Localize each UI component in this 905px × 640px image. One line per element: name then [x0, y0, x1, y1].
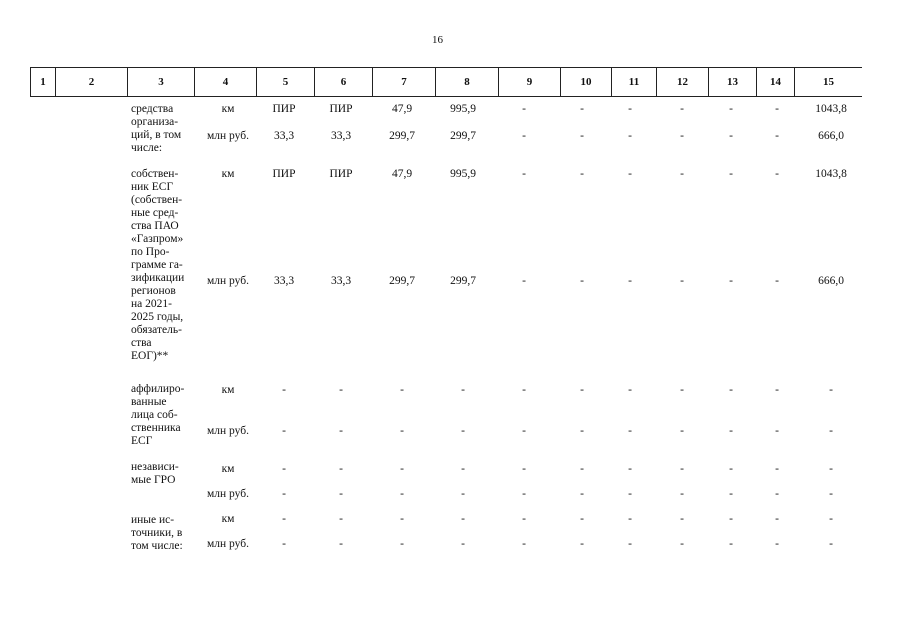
value-cell-c7: - [400, 513, 404, 525]
value-cell-c15: - [829, 488, 833, 500]
value-cell-c7: - [400, 384, 404, 396]
value-cell-c6: ПИР [329, 168, 353, 180]
value-cell-c14: - [775, 103, 779, 115]
row-description [131, 168, 201, 363]
value-cell-c11: - [628, 130, 632, 142]
value-cell-c6: - [339, 425, 343, 437]
value-cell-c13: - [729, 275, 733, 287]
value-cell-c9: - [522, 275, 526, 287]
value-cell-c10: - [580, 168, 584, 180]
value-cell-c10: - [580, 425, 584, 437]
header-col-6: 6 [315, 68, 373, 96]
value-cell-c5: - [282, 513, 286, 525]
value-cell-c10: - [580, 384, 584, 396]
value-cell-c14: - [775, 425, 779, 437]
description-line: мые ГРО [131, 474, 176, 486]
value-cell-c13: - [729, 425, 733, 437]
value-cell-c14: - [775, 168, 779, 180]
value-cell-c12: - [680, 130, 684, 142]
description-line: средства [131, 103, 174, 115]
description-line: числе: [131, 142, 163, 154]
value-cell-c6: - [339, 384, 343, 396]
description-line: по Про- [131, 246, 170, 258]
value-cell-c15: 1043,8 [815, 103, 847, 115]
value-cell-c11: - [628, 384, 632, 396]
description-line: ЕСГ [131, 435, 153, 447]
description-line: на 2021- [131, 298, 172, 310]
value-cell-c9: - [522, 463, 526, 475]
value-cell-c5: - [282, 488, 286, 500]
value-cell-c15: - [829, 463, 833, 475]
row-description [131, 383, 201, 448]
value-cell-c9: - [522, 168, 526, 180]
description-line: обязатель- [131, 324, 182, 336]
value-cell-c14: - [775, 130, 779, 142]
table-header-row [30, 67, 862, 97]
value-cell-c12: - [680, 538, 684, 550]
page-number: 16 [432, 34, 443, 46]
value-cell-c14: - [775, 488, 779, 500]
value-cell-c8: - [461, 488, 465, 500]
value-cell-c10: - [580, 463, 584, 475]
header-col-7: 7 [373, 68, 436, 96]
value-cell-c9: - [522, 384, 526, 396]
unit-cell: км [221, 168, 235, 180]
row-description [131, 514, 201, 553]
value-cell-c9: - [522, 513, 526, 525]
value-cell-c5: 33,3 [273, 130, 295, 142]
value-cell-c14: - [775, 384, 779, 396]
description-line: зификации [131, 272, 185, 284]
description-line: независи- [131, 461, 179, 473]
value-cell-c7: 47,9 [391, 168, 413, 180]
description-line: ник ЕСГ [131, 181, 174, 193]
header-col-2: 2 [56, 68, 128, 96]
unit-cell: км [221, 103, 235, 115]
value-cell-c11: - [628, 538, 632, 550]
value-cell-c8: 995,9 [450, 168, 476, 180]
unit-cell: млн руб. [207, 425, 249, 437]
value-cell-c13: - [729, 130, 733, 142]
description-line: ций, в том [131, 129, 182, 141]
description-line: ства ПАО [131, 220, 179, 232]
header-col-13: 13 [709, 68, 757, 96]
value-cell-c13: - [729, 488, 733, 500]
value-cell-c8: - [461, 384, 465, 396]
value-cell-c8: 995,9 [450, 103, 476, 115]
unit-cell: млн руб. [207, 130, 249, 142]
description-line: собствен- [131, 168, 179, 180]
header-col-11: 11 [612, 68, 657, 96]
value-cell-c7: 299,7 [389, 275, 415, 287]
header-col-15: 15 [823, 76, 834, 88]
value-cell-c6: - [339, 488, 343, 500]
value-cell-c13: - [729, 168, 733, 180]
value-cell-c9: - [522, 538, 526, 550]
description-line: ные сред- [131, 207, 179, 219]
value-cell-c5: ПИР [272, 103, 296, 115]
value-cell-c15: - [829, 513, 833, 525]
unit-cell: млн руб. [207, 275, 249, 287]
value-cell-c6: - [339, 538, 343, 550]
value-cell-c11: - [628, 513, 632, 525]
description-line: лица соб- [131, 409, 178, 421]
header-col-3: 3 [128, 68, 195, 96]
value-cell-c13: - [729, 384, 733, 396]
value-cell-c10: - [580, 275, 584, 287]
header-col-8: 8 [436, 68, 499, 96]
value-cell-c11: - [628, 488, 632, 500]
value-cell-c11: - [628, 425, 632, 437]
header-col-14: 14 [757, 68, 795, 96]
value-cell-c8: - [461, 538, 465, 550]
description-line: «Газпром» [131, 233, 184, 245]
description-line: 2025 годы, [131, 311, 184, 323]
value-cell-c9: - [522, 130, 526, 142]
description-line: ства [131, 337, 152, 349]
header-col-10: 10 [561, 68, 612, 96]
unit-cell: км [221, 463, 235, 475]
header-col-5: 5 [257, 68, 315, 96]
description-line: (собствен- [131, 194, 183, 206]
value-cell-c9: - [522, 425, 526, 437]
value-cell-c8: - [461, 463, 465, 475]
value-cell-c12: - [680, 103, 684, 115]
value-cell-c14: - [775, 275, 779, 287]
value-cell-c6: 33,3 [330, 275, 352, 287]
value-cell-c8: - [461, 513, 465, 525]
unit-cell: км [221, 513, 235, 525]
value-cell-c8: 299,7 [450, 275, 476, 287]
unit-cell: млн руб. [207, 488, 249, 500]
value-cell-c10: - [580, 538, 584, 550]
value-cell-c7: - [400, 538, 404, 550]
value-cell-c15: 1043,8 [815, 168, 847, 180]
value-cell-c11: - [628, 103, 632, 115]
value-cell-c5: ПИР [272, 168, 296, 180]
value-cell-c11: - [628, 275, 632, 287]
value-cell-c6: ПИР [329, 103, 353, 115]
value-cell-c10: - [580, 513, 584, 525]
value-cell-c6: - [339, 463, 343, 475]
unit-cell: млн руб. [207, 538, 249, 550]
value-cell-c5: 33,3 [273, 275, 295, 287]
unit-cell: км [221, 384, 235, 396]
value-cell-c13: - [729, 538, 733, 550]
value-cell-c10: - [580, 130, 584, 142]
value-cell-c10: - [580, 103, 584, 115]
description-line: точники, в [131, 527, 183, 539]
value-cell-c15: - [829, 425, 833, 437]
value-cell-c5: - [282, 463, 286, 475]
description-line: ванные [131, 396, 167, 408]
value-cell-c8: - [461, 425, 465, 437]
value-cell-c7: - [400, 425, 404, 437]
description-line: организа- [131, 116, 179, 128]
value-cell-c5: - [282, 538, 286, 550]
value-cell-c12: - [680, 488, 684, 500]
value-cell-c6: - [339, 513, 343, 525]
value-cell-c7: 299,7 [389, 130, 415, 142]
description-line: иные ис- [131, 514, 175, 526]
value-cell-c15: - [829, 538, 833, 550]
value-cell-c13: - [729, 103, 733, 115]
value-cell-c13: - [729, 463, 733, 475]
description-line: ЕОГ)** [131, 350, 169, 362]
value-cell-c11: - [628, 463, 632, 475]
value-cell-c15: - [829, 384, 833, 396]
value-cell-c14: - [775, 463, 779, 475]
value-cell-c6: 33,3 [330, 130, 352, 142]
value-cell-c8: 299,7 [450, 130, 476, 142]
row-description [131, 103, 201, 155]
value-cell-c11: - [628, 168, 632, 180]
value-cell-c7: - [400, 488, 404, 500]
value-cell-c12: - [680, 275, 684, 287]
value-cell-c7: - [400, 463, 404, 475]
value-cell-c12: - [680, 384, 684, 396]
value-cell-c5: - [282, 425, 286, 437]
description-line: ственника [131, 422, 181, 434]
value-cell-c9: - [522, 103, 526, 115]
header-col-12: 12 [657, 68, 709, 96]
description-line: аффилиро- [131, 383, 185, 395]
value-cell-c7: 47,9 [391, 103, 413, 115]
value-cell-c5: - [282, 384, 286, 396]
header-col-9: 9 [499, 68, 561, 96]
value-cell-c15: 666,0 [818, 130, 844, 142]
value-cell-c12: - [680, 425, 684, 437]
value-cell-c14: - [775, 513, 779, 525]
header-col-4: 4 [195, 68, 257, 96]
value-cell-c13: - [729, 513, 733, 525]
value-cell-c12: - [680, 168, 684, 180]
description-line: грамме га- [131, 259, 183, 271]
value-cell-c12: - [680, 463, 684, 475]
row-description [131, 461, 201, 487]
description-line: регионов [131, 285, 176, 297]
value-cell-c9: - [522, 488, 526, 500]
description-line: том числе: [131, 540, 183, 552]
value-cell-c10: - [580, 488, 584, 500]
value-cell-c12: - [680, 513, 684, 525]
header-col-1: 1 [30, 68, 56, 96]
value-cell-c15: 666,0 [818, 275, 844, 287]
value-cell-c14: - [775, 538, 779, 550]
